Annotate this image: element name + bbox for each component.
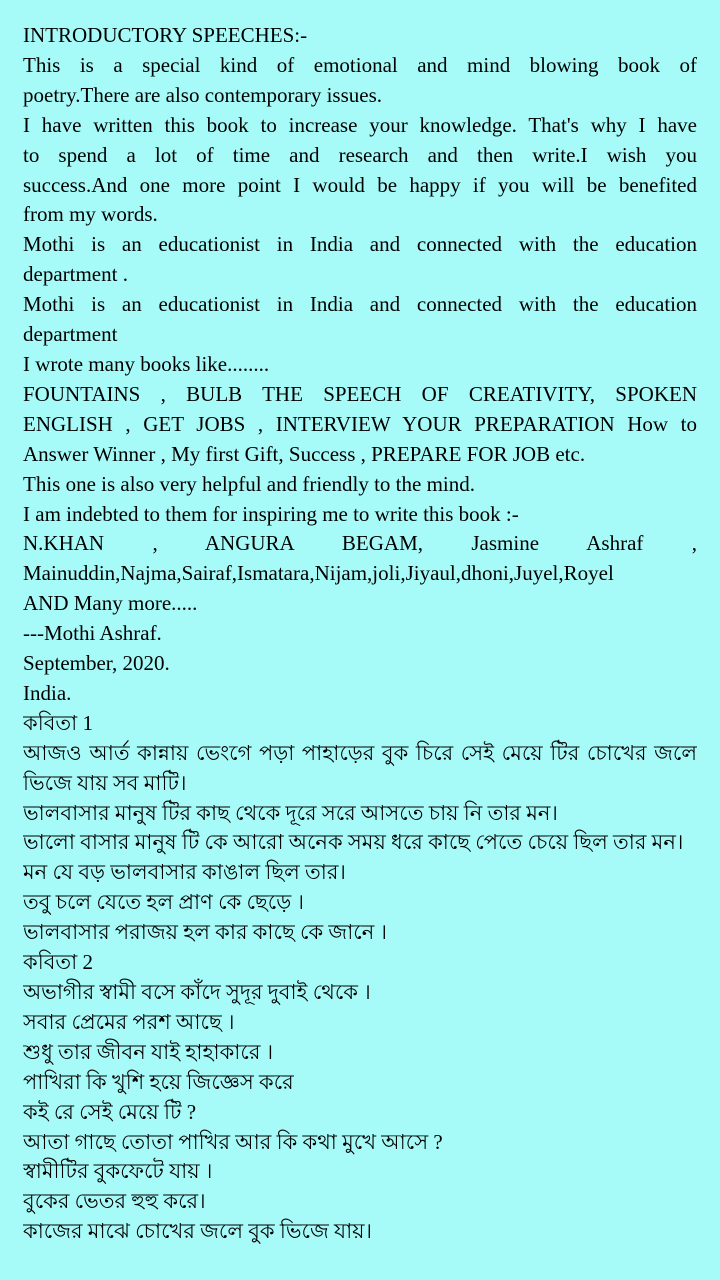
text-line: আতা গাছে তোতা পাখির আর কি কথা মুখে আসে ? (23, 1129, 443, 1154)
text-line: Mothi is an educationist in India and connected with the education (23, 232, 697, 257)
text-line: I am indebted to them for inspiring me to write this book :- (23, 501, 519, 526)
text-line: আজও আর্ত কান্নায় ভেংগে পড়া পাহাড়ের বুক চিরে সেই মেয়ে টির চোখের জলে (23, 740, 697, 765)
text-line: সবার প্রেমের পরশ আছে । (23, 1009, 235, 1034)
text-line: department . (23, 262, 128, 287)
text-line: INTRODUCTORY SPEECHES:- (23, 23, 308, 47)
text-line: বুকের ভেতর হুহু করে। (23, 1189, 206, 1214)
text-line: India. (23, 680, 72, 705)
text-line: N.KHAN , ANGURA BEGAM, Jasmine Ashraf , (23, 531, 697, 556)
text-line: Mainuddin,Najma,Sairaf,Ismatara,Nijam,joli,Jiyaul,dhoni,Juyel,Royel (23, 561, 614, 586)
text-line: স্বামীটির বুকফেটে যায় । (23, 1159, 213, 1184)
text-line: ভালবাসার পরাজয় হল কার কাছে কে জানে । (23, 920, 388, 945)
text-line: ভিজে যায় সব মাটি। (23, 770, 187, 795)
text-line: success.And one more point I would be happy if you will be benefited (23, 172, 697, 197)
text-line: কবিতা 1 (23, 710, 93, 735)
text-line: poetry.There are also contemporary issues. (23, 82, 382, 107)
text-line: I wrote many books like........ (23, 351, 270, 376)
text-line: to spend a lot of time and research and then write.I wish you (23, 142, 697, 167)
text-line: পাখিরা কি খুশি হয়ে জিজ্ঞেস করে (23, 1069, 294, 1094)
text-line: Answer Winner , My first Gift, Success , PREPARE FOR JOB etc. (23, 441, 586, 466)
text-line: Mothi is an educationist in India and connected with the education (23, 292, 697, 317)
text-line: AND Many more..... (23, 591, 198, 616)
text-line: ভালো বাসার মানুষ টি কে আরো অনেক সময় ধরে কাছে পেতে চেয়ে ছিল তার মন। (23, 830, 684, 855)
text-line: ভালবাসার মানুষ টির কাছ থেকে দূরে সরে আসতে চায় নি তার মন। (23, 800, 558, 825)
text-line: মন যে বড় ভালবাসার কাঙাল ছিল তার। (23, 860, 346, 885)
text-line: This one is also very helpful and friendly to the mind. (23, 471, 475, 496)
text-line: কবিতা 2 (23, 950, 93, 975)
text-line: from my words. (23, 202, 158, 227)
text-line: ---Mothi Ashraf. (23, 621, 162, 646)
text-line: I have written this book to increase your knowledge. That's why I have (23, 112, 697, 137)
text-line: তবু চলে যেতে হল প্রাণ কে ছেড়ে । (23, 890, 304, 915)
text-line: September, 2020. (23, 651, 170, 676)
text-line: শুধু তার জীবন যাই হাহাকারে । (23, 1039, 274, 1064)
text-line: অভাগীর স্বামী বসে কাঁদে সুদূর দুবাই থেকে । (23, 980, 371, 1004)
text-line: ENGLISH , GET JOBS , INTERVIEW YOUR PREPARATION How to (23, 411, 697, 436)
text-line: FOUNTAINS , BULB THE SPEECH OF CREATIVITY, SPOKEN (23, 381, 697, 406)
text-line: This is a special kind of emotional and mind blowing book of (23, 52, 697, 77)
text-line: department (23, 322, 118, 347)
text-line: কই রে সেই মেয়ে টি ? (23, 1099, 197, 1124)
text-line: কাজের মাঝে চোখের জলে বুক ভিজে যায়। (23, 1219, 373, 1244)
